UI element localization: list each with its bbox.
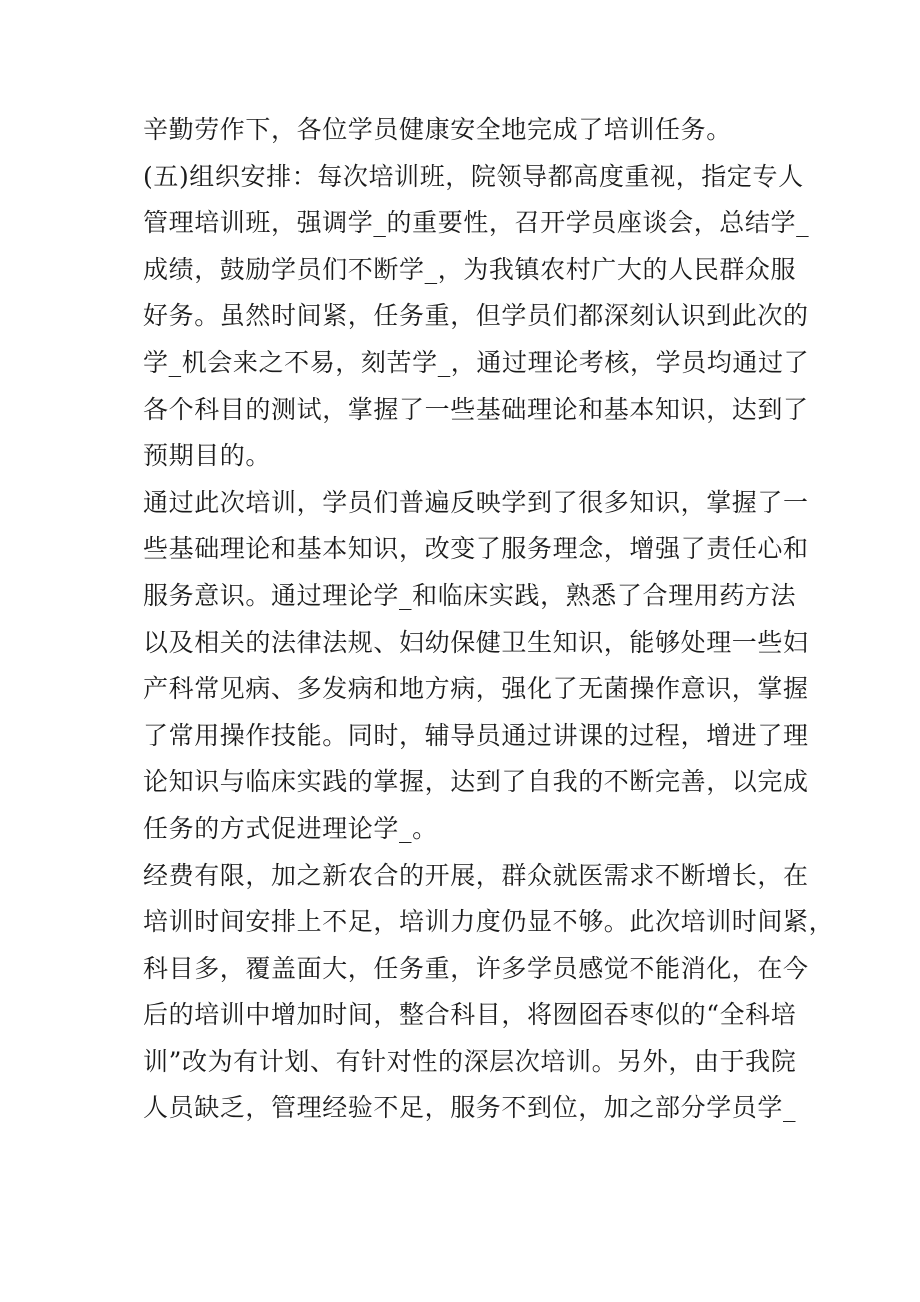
text-line: 以及相关的法律法规、妇幼保健卫生知识，能够处理一些妇 — [143, 627, 809, 657]
text-line: 科目多，覆盖面大，任务重，许多学员感觉不能消化，在今 — [143, 953, 809, 983]
text-line: 成绩，鼓励学员们不断学_，为我镇农村广大的人民群众服 — [143, 254, 797, 284]
text-line: 后的培训中增加时间，整合科目，将囫囵吞枣似的“全科培 — [143, 1000, 797, 1030]
text-line: 好务。虽然时间紧，任务重，但学员们都深刻认识到此次的 — [143, 301, 809, 331]
text-line: 培训时间安排上不足，培训力度仍显不够。此次培训时间紧， — [143, 907, 835, 937]
text-line: 些基础理论和基本知识，改变了服务理念，增强了责任心和 — [143, 534, 809, 564]
text-line: 管理培训班，强调学_的重要性，召开学员座谈会，总结学_ — [143, 208, 810, 238]
text-line: 服务意识。通过理论学_和临床实践，熟悉了合理用药方法 — [143, 580, 797, 610]
text-line: 辛勤劳作下，各位学员健康安全地完成了培训任务。 — [143, 115, 732, 144]
text-line: 预期目的。 — [143, 441, 272, 471]
text-line: 人员缺乏，管理经验不足，服务不到位，加之部分学员学_ — [143, 1093, 797, 1123]
text-line: 任务的方式促进理论学_。 — [143, 813, 438, 843]
text-line: 各个科目的测试，掌握了一些基础理论和基本知识，达到了 — [143, 394, 809, 424]
text-line: 训”改为有计划、有针对性的深层次培训。另外，由于我院 — [143, 1046, 797, 1076]
text-line: 经费有限，加之新农合的开展，群众就医需求不断增长，在 — [143, 860, 809, 890]
document-body — [143, 107, 835, 1132]
text-line: 产科常见病、多发病和地方病，强化了无菌操作意识，掌握 — [143, 674, 809, 704]
text-line: 了常用操作技能。同时，辅导员通过讲课的过程，增进了理 — [143, 720, 809, 750]
text-line: 论知识与临床实践的掌握，达到了自我的不断完善，以完成 — [143, 767, 809, 797]
text-line: 学_机会来之不易，刻苦学_，通过理论考核，学员均通过了 — [143, 347, 810, 377]
text-line: 通过此次培训，学员们普遍反映学到了很多知识，掌握了一 — [143, 487, 809, 517]
text-line: (五)组织安排：每次培训班，院领导都高度重视，指定专人 — [143, 161, 804, 191]
